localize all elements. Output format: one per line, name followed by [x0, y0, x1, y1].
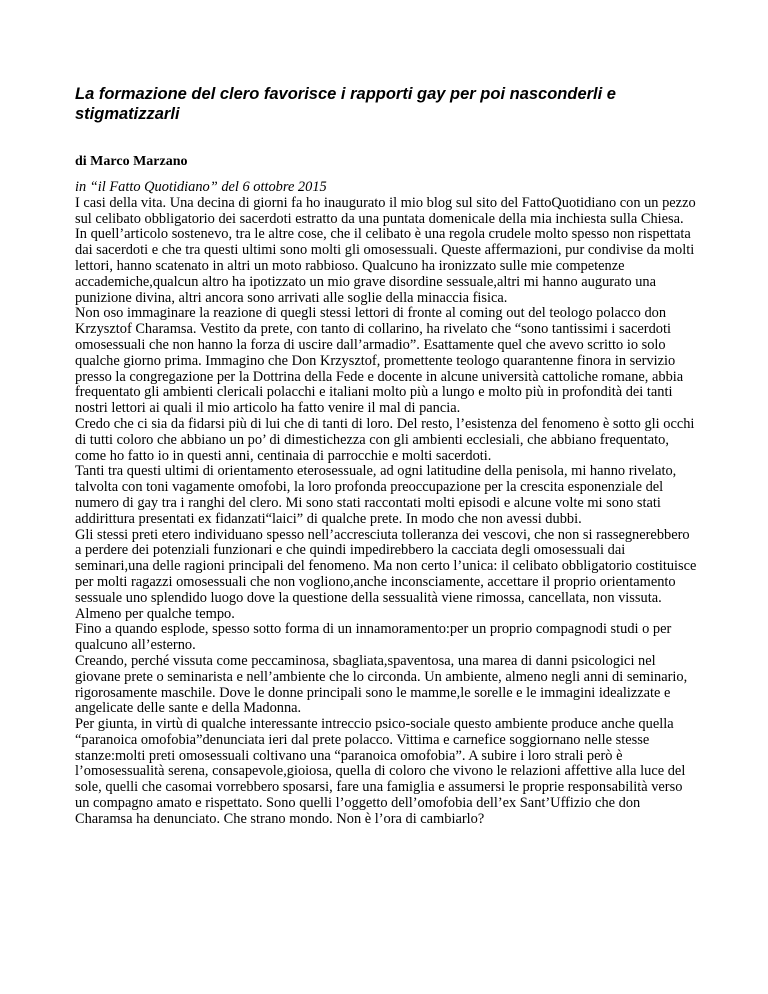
article-paragraph: Tanti tra questi ultimi di orientamento eterosessuale, ad ogni latitudine della penisola, mi hanno rivelato, talvolta con toni vagamente omofobi, la loro profonda preoccupazione per la crescita esponenziale del numero di gay tra i ranghi del clero. Mi sono stati raccontati molti episodi e alcune volte mi sono stati addirittura presentati ex fidanzati“laici” di qualche prete. In modo che non avessi dubbi. — [75, 463, 677, 527]
article-author: di Marco Marzano — [75, 154, 188, 169]
article-paragraph: Credo che ci sia da fidarsi più di lui che di tanti di loro. Del resto, l’esistenza del fenomeno è sotto gli occhi di tutti coloro che abbiano un po’ di dimestichezza con gli ambienti ecclesiali, che abbiano frequentato, come ho fatto io in questi anni, centinaia di parrocchie e molti sacerdoti. — [75, 415, 695, 464]
article-title: La formazione del clero favorisce i rapporti gay per poi nasconderli e stigmatizzarli — [75, 85, 616, 123]
article-paragraph: Almeno per qualche tempo. — [75, 605, 235, 622]
article-paragraph: Fino a quando esplode, spesso sotto forma di un innamoramento:per un proprio compagnodi studi o per qualcuno all’esterno. — [75, 621, 672, 654]
article-source: in “il Fatto Quotidiano” del 6 ottobre 2015 — [75, 179, 327, 195]
article-paragraph: I casi della vita. Una decina di giorni fa ho inaugurato il mio blog sul sito del FattoQuotidiano con un pezzo sul celibato obbligatorio dei sacerdoti estratto da una puntata domenicale della mia inchiesta sulla Chiesa. In quell’articolo sostenevo, tra le altre cose, che il celibato è una regola crudele molto spesso non rispettata dai sacerdoti e che tra questi ultimi sono molti gli omosessuali. Queste affermazioni, pur condivise da molti lettori, hanno scatenato in altri un moto rabbioso. Qualcuno ha ironizzato sulle mie competenze accademiche,qualcun altro ha ipotizzato un mio grave disordine sessuale,altri mi hanno augurato una punizione divina, altri ancora sono arrivati alle soglie della minaccia fisica. — [75, 194, 696, 306]
article-paragraph: Non oso immaginare la reazione di quegli stessi lettori di fronte al coming out del teologo polacco don Krzysztof Charamsa. Vestito da prete, con tanto di collarino, ha rivelato che “sono tantissimi i sacerdoti omosessuali che non hanno la forza di uscire dall’armadio”. Esattamente quel che avevo scritto io solo qualche giorno prima. Immagino che Don Krzysztof, promettente teologo quarantenne finora in servizio presso la congregazione per la Dottrina della Fede e docente in alcune università cattoliche romane, abbia frequentato gli ambienti clericali polacchi e italiani molto più a lungo e molto più in profondità dei tanti nostri lettori ai quali il mio articolo ha fatto venire il mal di pancia. — [75, 305, 684, 417]
document-page — [75, 0, 697, 828]
article-paragraph: Per giunta, in virtù di qualche interessante intreccio psico-sociale questo ambiente produce anche quella “paranoica omofobia”denunciata ieri dal prete polacco. Vittima e carnefice soggiornano nelle stesse stanze:molti preti omosessuali coltivano una “paranoica omofobia”. A subire i loro strali però è l’omosessualità serena, consapevole,gioiosa, quella di coloro che vivono le relazioni affettive alla luce del sole, quelli che casomai vorrebbero sposarsi, fare una famiglia e assumersi le proprie responsabilità verso un compagno amato e rispettato. Sono quelli l’oggetto dell’omofobia dell’ex Sant’Uffizio che don Charamsa ha denunciato. Che strano mondo. Non è l’ora di cambiarlo? — [75, 716, 686, 827]
article-paragraph: Gli stessi preti etero individuano spesso nell’accresciuta tolleranza dei vescovi, che non si rassegnerebbero a perdere dei potenziali funzionari e che quindi impedirebbero la cacciata degli omosessuali dai seminari,una delle ragioni principali del fenomeno. Ma non certo l’unica: il celibato obbligatorio costituisce per molti ragazzi omosessuali che non vogliono,anche inconsciamente, accettare il proprio orientamento sessuale uno splendido luogo dove la questione della sessualità viene rimossa, cancellata, non vissuta. — [75, 526, 697, 606]
article-body — [75, 196, 697, 828]
article-paragraph: Creando, perché vissuta come peccaminosa, sbagliata,spaventosa, una marea di danni psicologici nel giovane prete o seminarista e nell’ambiente che lo circonda. Un ambiente, almeno negli anni di seminario, rigorosamente maschile. Dove le donne principali sono le mamme,le sorelle e le immagini idealizzate e angelicate delle sante e della Madonna. — [75, 652, 688, 717]
